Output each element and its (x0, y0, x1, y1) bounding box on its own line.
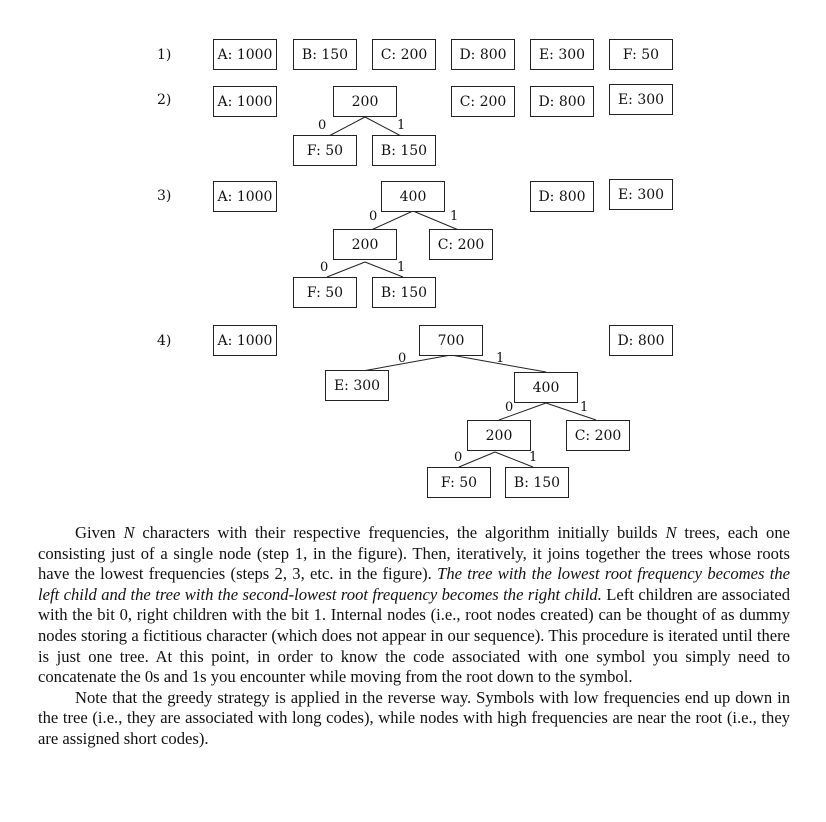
tree-node: A: 1000 (213, 325, 277, 356)
tree-node: D: 800 (530, 181, 594, 212)
tree-node: A: 1000 (213, 86, 277, 117)
tree-node: B: 150 (372, 277, 436, 308)
step-label: 2) (157, 92, 172, 108)
tree-node: F: 50 (293, 135, 357, 166)
step-label: 4) (157, 333, 172, 349)
tree-node: C: 200 (372, 39, 436, 70)
edge (327, 262, 365, 277)
edge-bit-label: 1 (496, 351, 505, 366)
tree-node: F: 50 (293, 277, 357, 308)
tree-node: B: 150 (293, 39, 357, 70)
tree-node: 400 (381, 181, 445, 212)
step-label: 3) (157, 188, 172, 204)
math-var: N (665, 523, 677, 542)
edge (546, 400, 596, 420)
step-label: 1) (157, 47, 172, 63)
math-var: N (123, 523, 135, 542)
tree-node: E: 300 (530, 39, 594, 70)
edge-bit-label: 0 (320, 260, 329, 275)
edge (459, 452, 495, 467)
tree-node: E: 300 (325, 370, 389, 401)
tree-node: E: 300 (609, 84, 673, 115)
edge-bit-label: 1 (580, 400, 589, 415)
text-run: characters with their respective frequencies, the algorithm initially builds (134, 523, 666, 542)
paragraph (38, 523, 790, 688)
tree-node: D: 800 (609, 325, 673, 356)
paragraph: Note that the greedy strategy is applied in the reverse way. Symbols with low frequencies end up down in the tree (i.e., they are associated with long codes), while nodes with high frequencies are near the root (i.e., they are assigned short codes). (38, 687, 790, 748)
body-text (38, 523, 790, 750)
tree-node: B: 150 (505, 467, 569, 498)
text-run: Left children are associated with the bit 0, right children with the bit 1. Internal nodes (i.e., root nodes created) can be thought of as dummy nodes storing a fictitious character (which does not appear in our sequence). This procedure is iterated until there is just one tree. At this point, in order to know the code associated with one symbol you simply need to concatenate the 0s and 1s you encounter while moving from the root down to the symbol. (38, 584, 790, 687)
tree-node: A: 1000 (213, 181, 277, 212)
tree-node: B: 150 (372, 135, 436, 166)
tree-node: D: 800 (451, 39, 515, 70)
tree-node: C: 200 (451, 86, 515, 117)
tree-node: C: 200 (566, 420, 630, 451)
tree-node: 200 (333, 229, 397, 260)
edge-bit-label: 1 (450, 209, 459, 224)
tree-node: 400 (514, 372, 578, 403)
tree-node: F: 50 (427, 467, 491, 498)
tree-node: 200 (333, 86, 397, 117)
edge-bit-label: 1 (397, 118, 406, 133)
edge-bit-label: 1 (529, 450, 538, 465)
edge (327, 117, 365, 137)
tree-node: A: 1000 (213, 39, 277, 70)
edge-bit-label: 0 (318, 118, 327, 133)
tree-node: C: 200 (429, 229, 493, 260)
edge-bit-label: 0 (369, 209, 378, 224)
edge (495, 452, 533, 467)
text-run: Given (75, 523, 124, 542)
tree-node: F: 50 (609, 39, 673, 70)
text-run: trees, each one consisting just of a single node (step 1, in the figure). Then, iteratively, it joins together the trees whose roots have the lowest frequencies (steps 2, 3, etc. in the figure). (38, 523, 791, 584)
edge-bit-label: 0 (398, 351, 407, 366)
edge-bit-label: 1 (397, 260, 406, 275)
tree-node: E: 300 (609, 179, 673, 210)
edge-bit-label: 0 (454, 450, 463, 465)
emphasis-text: The tree with the lowest root frequency becomes the left child and the tree with the second-lowest root frequency becomes the right child. (38, 564, 791, 604)
tree-node: 700 (419, 325, 483, 356)
tree-node: 200 (467, 420, 531, 451)
edge-bit-label: 0 (505, 400, 514, 415)
tree-node: D: 800 (530, 86, 594, 117)
